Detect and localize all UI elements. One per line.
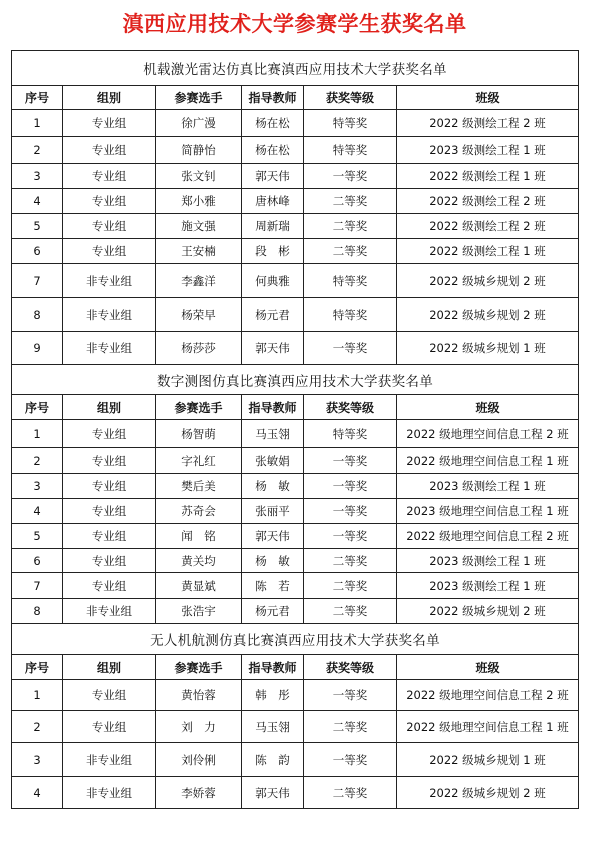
cell-index: 5 xyxy=(12,214,63,239)
cell-contestant: 黄怡蓉 xyxy=(156,680,242,711)
cell-class: 2022 级城乡规划 2 班 xyxy=(397,264,579,298)
cell-group: 专业组 xyxy=(63,524,156,549)
table-row xyxy=(12,599,579,624)
cell-index: 3 xyxy=(12,743,63,777)
cell-advisor: 周新瑞 xyxy=(242,214,304,239)
cell-contestant: 张文钊 xyxy=(156,164,242,189)
header-award-level: 获奖等级 xyxy=(304,86,397,110)
cell-award-level: 二等奖 xyxy=(304,573,397,599)
cell-class: 2023 级测绘工程 1 班 xyxy=(397,549,579,573)
cell-group: 非专业组 xyxy=(63,743,156,777)
table-row xyxy=(12,110,579,137)
cell-award-level: 一等奖 xyxy=(304,164,397,189)
cell-class: 2023 级测绘工程 1 班 xyxy=(397,573,579,599)
table-row xyxy=(12,420,579,448)
header-row xyxy=(12,86,579,110)
cell-index: 2 xyxy=(12,711,63,743)
cell-group: 专业组 xyxy=(63,137,156,164)
cell-award-level: 一等奖 xyxy=(304,499,397,524)
cell-award-level: 一等奖 xyxy=(304,524,397,549)
cell-class: 2023 级测绘工程 1 班 xyxy=(397,474,579,499)
table-row xyxy=(12,448,579,474)
cell-class: 2023 级地理空间信息工程 1 班 xyxy=(397,499,579,524)
cell-contestant: 闻 铭 xyxy=(156,524,242,549)
cell-index: 1 xyxy=(12,420,63,448)
cell-group: 非专业组 xyxy=(63,599,156,624)
header-index: 序号 xyxy=(12,655,63,680)
cell-group: 专业组 xyxy=(63,499,156,524)
cell-index: 8 xyxy=(12,298,63,332)
section-title: 机载激光雷达仿真比赛滇西应用技术大学获奖名单 xyxy=(12,51,579,86)
cell-index: 4 xyxy=(12,499,63,524)
table-row xyxy=(12,777,579,809)
cell-class: 2022 级测绘工程 2 班 xyxy=(397,110,579,137)
cell-index: 2 xyxy=(12,448,63,474)
cell-contestant: 杨荣早 xyxy=(156,298,242,332)
cell-contestant: 樊后美 xyxy=(156,474,242,499)
cell-advisor: 郭天伟 xyxy=(242,332,304,365)
table-row xyxy=(12,298,579,332)
cell-award-level: 特等奖 xyxy=(304,420,397,448)
cell-index: 5 xyxy=(12,524,63,549)
cell-contestant: 字礼红 xyxy=(156,448,242,474)
cell-index: 7 xyxy=(12,573,63,599)
cell-contestant: 施文强 xyxy=(156,214,242,239)
cell-advisor: 杨 敏 xyxy=(242,474,304,499)
header-group: 组别 xyxy=(63,395,156,420)
cell-advisor: 郭天伟 xyxy=(242,777,304,809)
cell-award-level: 特等奖 xyxy=(304,110,397,137)
cell-class: 2022 级测绘工程 1 班 xyxy=(397,164,579,189)
awards-table-body xyxy=(12,51,579,809)
cell-group: 专业组 xyxy=(63,711,156,743)
table-row xyxy=(12,189,579,214)
cell-class: 2022 级地理空间信息工程 2 班 xyxy=(397,524,579,549)
header-award-level: 获奖等级 xyxy=(304,395,397,420)
cell-contestant: 张浩宇 xyxy=(156,599,242,624)
cell-advisor: 何典雅 xyxy=(242,264,304,298)
section-title: 无人机航测仿真比赛滇西应用技术大学获奖名单 xyxy=(12,624,579,655)
cell-award-level: 特等奖 xyxy=(304,264,397,298)
cell-group: 专业组 xyxy=(63,164,156,189)
cell-group: 非专业组 xyxy=(63,298,156,332)
cell-advisor: 唐林峰 xyxy=(242,189,304,214)
cell-award-level: 特等奖 xyxy=(304,298,397,332)
table-row xyxy=(12,711,579,743)
cell-advisor: 段 彬 xyxy=(242,239,304,264)
page-title: 滇西应用技术大学参赛学生获奖名单 xyxy=(122,12,467,36)
cell-class: 2023 级测绘工程 1 班 xyxy=(397,137,579,164)
cell-contestant: 刘 力 xyxy=(156,711,242,743)
cell-award-level: 二等奖 xyxy=(304,239,397,264)
cell-group: 专业组 xyxy=(63,474,156,499)
cell-class: 2022 级地理空间信息工程 1 班 xyxy=(397,448,579,474)
cell-class: 2022 级地理空间信息工程 1 班 xyxy=(397,711,579,743)
cell-advisor: 韩 彤 xyxy=(242,680,304,711)
cell-group: 专业组 xyxy=(63,110,156,137)
table-row xyxy=(12,549,579,573)
cell-award-level: 一等奖 xyxy=(304,743,397,777)
cell-contestant: 李鑫洋 xyxy=(156,264,242,298)
cell-award-level: 一等奖 xyxy=(304,448,397,474)
cell-class: 2022 级城乡规划 2 班 xyxy=(397,599,579,624)
header-class: 班级 xyxy=(397,655,579,680)
cell-award-level: 二等奖 xyxy=(304,189,397,214)
header-advisor: 指导教师 xyxy=(242,655,304,680)
cell-advisor: 郭天伟 xyxy=(242,164,304,189)
header-row xyxy=(12,395,579,420)
cell-index: 4 xyxy=(12,189,63,214)
header-index: 序号 xyxy=(12,395,63,420)
cell-class: 2022 级地理空间信息工程 2 班 xyxy=(397,680,579,711)
cell-group: 非专业组 xyxy=(63,264,156,298)
cell-group: 专业组 xyxy=(63,448,156,474)
cell-group: 非专业组 xyxy=(63,777,156,809)
table-row xyxy=(12,680,579,711)
cell-advisor: 马玉翎 xyxy=(242,711,304,743)
cell-group: 专业组 xyxy=(63,214,156,239)
cell-contestant: 杨智萌 xyxy=(156,420,242,448)
cell-index: 4 xyxy=(12,777,63,809)
cell-contestant: 苏奇会 xyxy=(156,499,242,524)
cell-group: 专业组 xyxy=(63,573,156,599)
header-group: 组别 xyxy=(63,655,156,680)
cell-contestant: 李娇蓉 xyxy=(156,777,242,809)
cell-advisor: 杨元君 xyxy=(242,298,304,332)
cell-award-level: 二等奖 xyxy=(304,777,397,809)
cell-group: 专业组 xyxy=(63,680,156,711)
cell-index: 6 xyxy=(12,239,63,264)
cell-contestant: 徐广漫 xyxy=(156,110,242,137)
cell-contestant: 黄关均 xyxy=(156,549,242,573)
cell-group: 专业组 xyxy=(63,420,156,448)
cell-advisor: 马玉翎 xyxy=(242,420,304,448)
section-title: 数字测图仿真比赛滇西应用技术大学获奖名单 xyxy=(12,365,579,395)
header-class: 班级 xyxy=(397,395,579,420)
section-title-row xyxy=(12,624,579,655)
cell-class: 2022 级地理空间信息工程 2 班 xyxy=(397,420,579,448)
header-advisor: 指导教师 xyxy=(242,395,304,420)
table-row xyxy=(12,137,579,164)
cell-advisor: 郭天伟 xyxy=(242,524,304,549)
cell-advisor: 杨在松 xyxy=(242,110,304,137)
cell-class: 2022 级城乡规划 2 班 xyxy=(397,298,579,332)
header-group: 组别 xyxy=(63,86,156,110)
cell-index: 3 xyxy=(12,164,63,189)
table-row xyxy=(12,214,579,239)
table-row xyxy=(12,332,579,365)
cell-class: 2022 级城乡规划 1 班 xyxy=(397,743,579,777)
cell-class: 2022 级测绘工程 2 班 xyxy=(397,189,579,214)
table-row xyxy=(12,743,579,777)
cell-index: 1 xyxy=(12,680,63,711)
cell-award-level: 一等奖 xyxy=(304,332,397,365)
table-row xyxy=(12,164,579,189)
cell-advisor: 杨元君 xyxy=(242,599,304,624)
table-row xyxy=(12,239,579,264)
header-contestant: 参赛选手 xyxy=(156,395,242,420)
header-contestant: 参赛选手 xyxy=(156,86,242,110)
table-row xyxy=(12,499,579,524)
cell-index: 1 xyxy=(12,110,63,137)
cell-advisor: 陈 韵 xyxy=(242,743,304,777)
cell-index: 3 xyxy=(12,474,63,499)
header-class: 班级 xyxy=(397,86,579,110)
cell-contestant: 刘伶俐 xyxy=(156,743,242,777)
header-index: 序号 xyxy=(12,86,63,110)
awards-table xyxy=(11,50,579,809)
cell-award-level: 二等奖 xyxy=(304,711,397,743)
cell-award-level: 一等奖 xyxy=(304,680,397,711)
cell-contestant: 杨莎莎 xyxy=(156,332,242,365)
cell-award-level: 二等奖 xyxy=(304,599,397,624)
cell-advisor: 杨 敏 xyxy=(242,549,304,573)
cell-contestant: 王安楠 xyxy=(156,239,242,264)
cell-group: 专业组 xyxy=(63,239,156,264)
cell-award-level: 二等奖 xyxy=(304,214,397,239)
section-title-row xyxy=(12,365,579,395)
cell-advisor: 张敏娟 xyxy=(242,448,304,474)
cell-advisor: 陈 若 xyxy=(242,573,304,599)
cell-group: 专业组 xyxy=(63,549,156,573)
table-row xyxy=(12,474,579,499)
cell-index: 6 xyxy=(12,549,63,573)
cell-award-level: 二等奖 xyxy=(304,549,397,573)
table-row xyxy=(12,264,579,298)
cell-index: 9 xyxy=(12,332,63,365)
cell-advisor: 杨在松 xyxy=(242,137,304,164)
cell-group: 非专业组 xyxy=(63,332,156,365)
cell-index: 8 xyxy=(12,599,63,624)
cell-index: 7 xyxy=(12,264,63,298)
cell-contestant: 郑小雅 xyxy=(156,189,242,214)
table-row xyxy=(12,573,579,599)
cell-class: 2022 级测绘工程 1 班 xyxy=(397,239,579,264)
header-row xyxy=(12,655,579,680)
cell-advisor: 张丽平 xyxy=(242,499,304,524)
header-award-level: 获奖等级 xyxy=(304,655,397,680)
section-title-row xyxy=(12,51,579,86)
table-row xyxy=(12,524,579,549)
cell-index: 2 xyxy=(12,137,63,164)
cell-award-level: 特等奖 xyxy=(304,137,397,164)
header-advisor: 指导教师 xyxy=(242,86,304,110)
header-contestant: 参赛选手 xyxy=(156,655,242,680)
cell-class: 2022 级测绘工程 2 班 xyxy=(397,214,579,239)
cell-award-level: 一等奖 xyxy=(304,474,397,499)
cell-class: 2022 级城乡规划 2 班 xyxy=(397,777,579,809)
cell-class: 2022 级城乡规划 1 班 xyxy=(397,332,579,365)
cell-contestant: 黄显斌 xyxy=(156,573,242,599)
cell-contestant: 简静怡 xyxy=(156,137,242,164)
cell-group: 专业组 xyxy=(63,189,156,214)
